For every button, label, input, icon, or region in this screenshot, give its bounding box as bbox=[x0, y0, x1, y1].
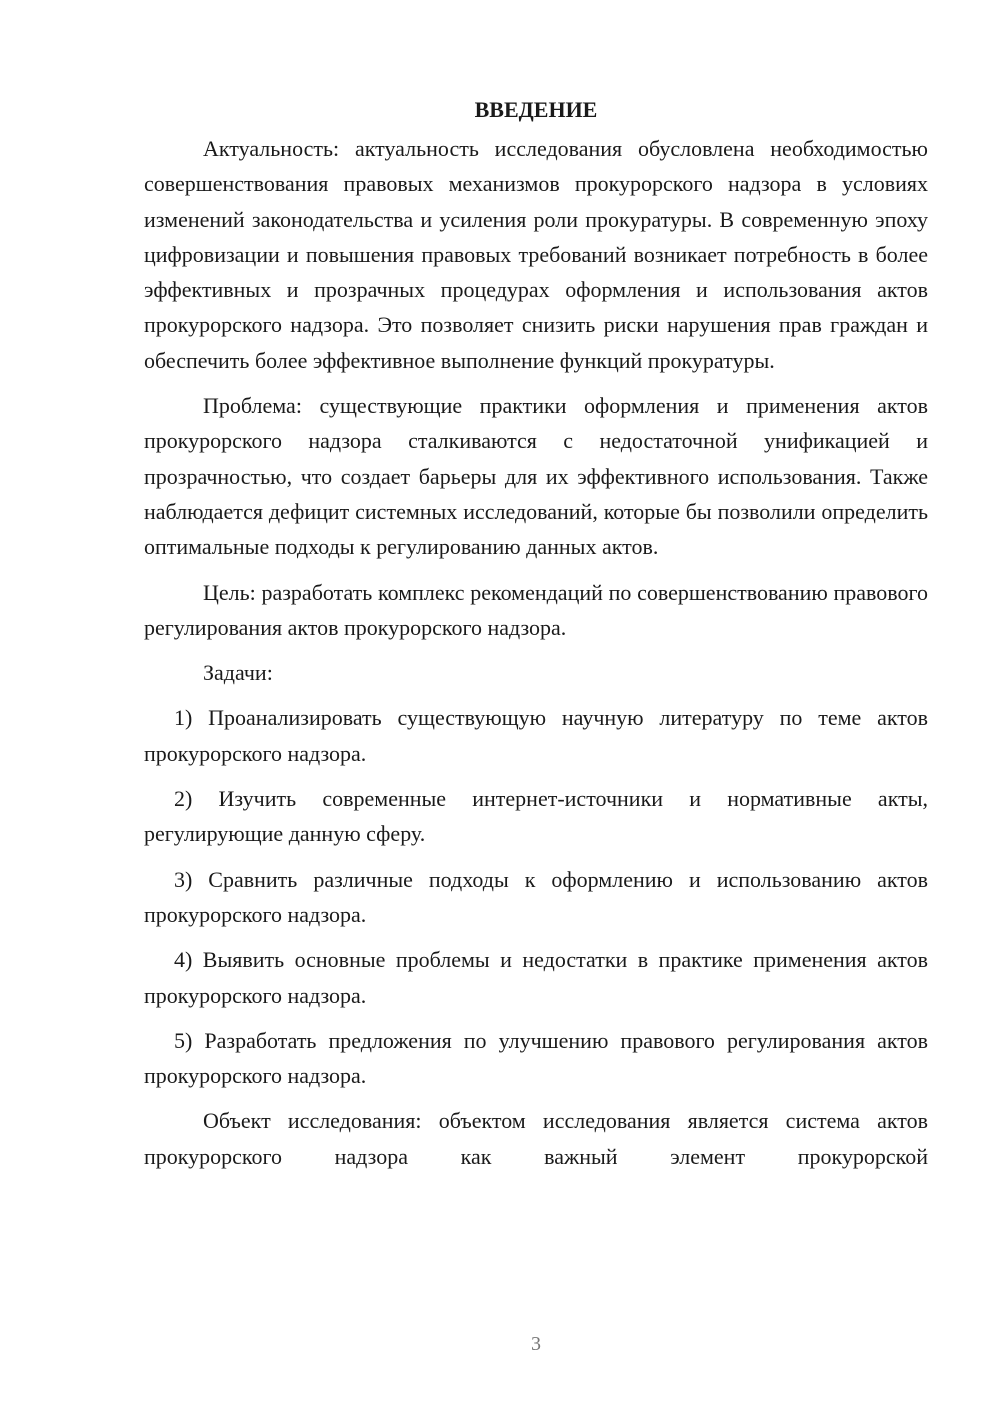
paragraph-goal: Цель: разработать комплекс рекомендаций по совершенствованию правового регулирования актов прокурорского надзора. bbox=[144, 579, 928, 640]
task-item-3: 3) Сравнить различные подходы к оформлению и использованию актов прокурорского надзора. bbox=[144, 866, 928, 927]
paragraph-tasks-heading: Задачи: bbox=[203, 660, 273, 686]
paragraph-object: Объект исследования: объектом исследования является система актов прокурорского надзора как важный элемент прокурорской bbox=[144, 1108, 928, 1169]
task-item-5: 5) Разработать предложения по улучшению правового регулирования актов прокурорского надзора. bbox=[144, 1027, 928, 1089]
paragraph-problem: Проблема: существующие практики оформления и применения актов прокурорского надзора сталкиваются с недостаточной унификацией и прозрачностью, что создает барьеры для их эффективного использования. Также наблюдается дефицит системных исследований, которые бы позволили определить оптимальные подходы к регулированию данных актов. bbox=[144, 393, 928, 560]
task-item-2: 2) Изучить современные интернет-источники и нормативные акты, регулирующие данную сферу. bbox=[144, 786, 928, 847]
task-item-4: 4) Выявить основные проблемы и недостатки в практике применения актов прокурорского надзора. bbox=[144, 947, 928, 1008]
page-title: ВВЕДЕНИЕ bbox=[474, 97, 598, 122]
task-item-1: 1) Проанализировать существующую научную литературу по теме актов прокурорского надзора. bbox=[144, 705, 928, 766]
paragraph-relevance: Актуальность: актуальность исследования обусловлена необходимостью совершенствования правовых механизмов прокурорского надзора в условиях изменений законодательства и усиления роли прокуратуры. В современную эпоху цифровизации и повышения правовых требований возникает потребность в более эффективных и прозрачных процедурах оформления и использования актов прокурорского надзора. Это позволяет снизить риски нарушения прав граждан и обеспечить более эффективное выполнение функций прокуратуры. bbox=[144, 136, 928, 373]
document-page bbox=[144, 92, 928, 1174]
page-number: 3 bbox=[531, 1333, 541, 1355]
